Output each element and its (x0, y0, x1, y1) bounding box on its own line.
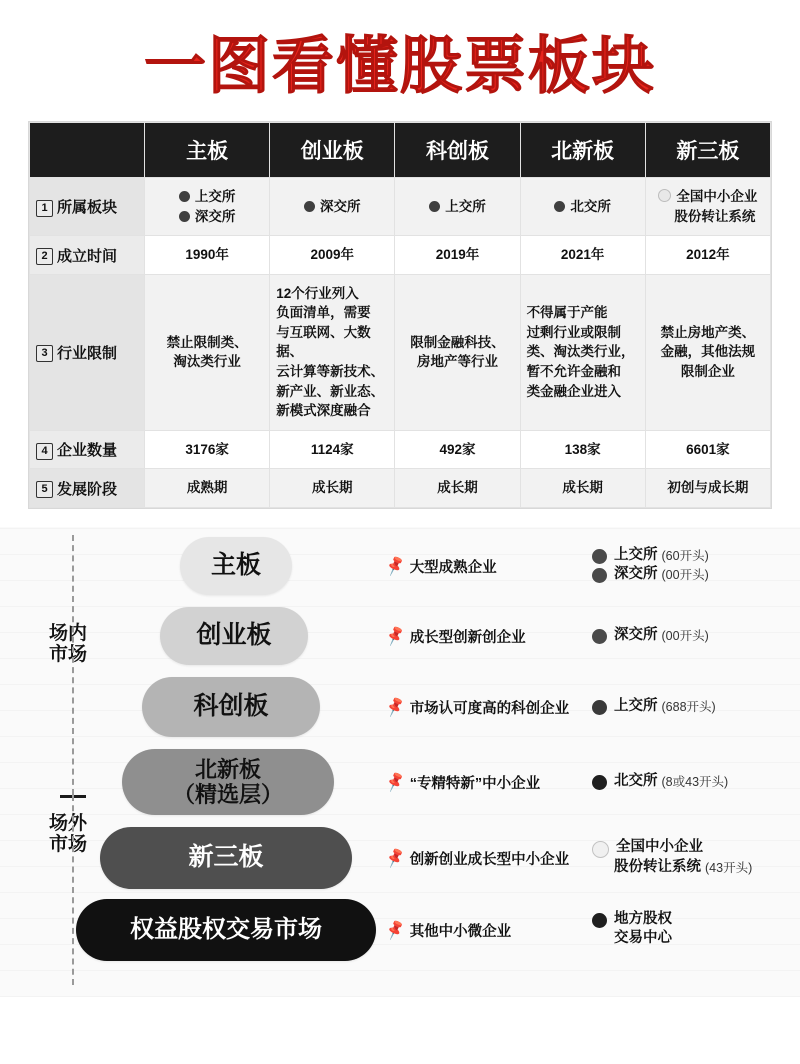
cell-text-line: 3176家 (185, 441, 229, 457)
cell-text-line: 138家 (564, 441, 601, 457)
pyramid-level-note (383, 919, 512, 942)
pyramid-level-note (383, 696, 570, 719)
exchange-list (429, 197, 486, 217)
cell-text-line: 云计算等新技术、 (276, 364, 385, 380)
cell-text-line: 6601家 (686, 441, 730, 457)
cell-text-line: 新模式深度融合 (276, 403, 371, 419)
table-cell (395, 178, 520, 236)
exchange-item (592, 772, 728, 792)
pyramid-level-row (0, 607, 800, 679)
row-header (30, 430, 145, 469)
row-number-badge: 3 (36, 345, 53, 362)
exchange-item (592, 910, 672, 930)
pyramid-level-exchanges (592, 546, 709, 585)
pyramid-level-label (211, 551, 261, 580)
cell-text-line: 负面清单，需要 (276, 305, 371, 321)
cell-text-line: 2009年 (310, 247, 355, 263)
pushpin-icon: 📌 (383, 847, 408, 870)
pyramid-level-exchanges (592, 626, 709, 646)
exchange-item (592, 697, 716, 717)
cell-text-line: 禁止房地产类、 (660, 324, 756, 340)
pyramid-level-note (383, 625, 526, 648)
pushpin-icon: 📌 (383, 771, 408, 794)
pyramid-level-exchanges (592, 910, 672, 949)
exchange-list (554, 197, 611, 217)
exchange-name: 全国中小企业 (676, 189, 758, 205)
row-label: 行业限制 (57, 344, 118, 362)
exchange-code: (00开头) (661, 568, 709, 583)
cell-text-line: 与互联网、大数据、 (276, 324, 371, 360)
cell-text-line: 1124家 (310, 441, 354, 457)
column-header-star-market: 科创板 (395, 123, 520, 178)
table-body (30, 178, 771, 508)
row-label: 成立时间 (57, 247, 118, 265)
pyramid-level-label (130, 916, 322, 944)
pyramid-level-row (0, 537, 800, 609)
table-cell (270, 430, 395, 469)
exchange-item (179, 187, 236, 207)
pyramid-level-label (173, 757, 283, 808)
table-cell (645, 469, 770, 508)
pyramid-level-pill[interactable] (76, 899, 376, 961)
pyramid-level-pill[interactable] (142, 677, 320, 737)
exchange-name: 上交所 (614, 546, 658, 563)
cell-text-line: 2021年 (560, 247, 605, 263)
page-title: 一图看懂股票板块 (143, 32, 656, 101)
exchange-item (592, 838, 703, 858)
cell-text-line: 成长期 (562, 480, 603, 496)
exchange-name: 深交所 (194, 208, 236, 224)
table-cell (645, 178, 770, 236)
column-header-beijing-board: 北新板 (520, 123, 645, 178)
note-text: 大型成熟企业 (409, 559, 497, 576)
table-cell (145, 274, 270, 430)
exchange-name: 深交所 (614, 566, 658, 583)
table-cell (145, 236, 270, 275)
exchange-dot-icon (554, 201, 565, 212)
note-text: 创新创业成长型中小企业 (409, 851, 570, 868)
row-number-badge: 1 (36, 200, 53, 217)
exchange-item (658, 207, 757, 227)
label-line: 新三板 (188, 843, 264, 872)
pyramid-level-row (0, 677, 800, 749)
pyramid-level-label (193, 692, 268, 721)
label-line: 创业板 (196, 621, 272, 650)
pyramid-level-note (383, 771, 541, 794)
cell-text-line: 492家 (439, 441, 476, 457)
cell-text-line: 暂不允许金融和 (526, 364, 622, 380)
note-text: 市场认可度高的科创企业 (409, 700, 570, 717)
table-cell (270, 274, 395, 430)
cell-text-line: 类、淘汰类行业， (526, 344, 635, 360)
row-label: 企业数量 (57, 442, 118, 459)
table-cell (395, 236, 520, 275)
cell-text-line: 成长期 (312, 480, 353, 496)
cell-text-line: 2012年 (686, 247, 730, 263)
table-header-row (30, 123, 771, 178)
exchange-code: (688开头) (661, 699, 716, 714)
pyramid-level-label (188, 843, 263, 872)
pyramid-level-note (383, 555, 497, 578)
table-row (30, 178, 771, 236)
pushpin-icon: 📌 (383, 625, 408, 648)
exchange-item (592, 546, 709, 566)
table-cell (270, 469, 395, 508)
exchange-code: (00开头) (661, 628, 709, 643)
table-cell (395, 430, 520, 469)
exchange-dot-icon (592, 568, 607, 583)
table-cell (520, 274, 645, 430)
label-line: （精选层） (172, 781, 283, 807)
exchange-name: 深交所 (614, 626, 658, 643)
table-cell (145, 178, 270, 236)
cell-text-line: 12个行业列入 (276, 285, 359, 301)
label-line: 科创板 (193, 692, 269, 721)
row-label: 发展阶段 (57, 480, 118, 498)
table-cell (270, 236, 395, 275)
exchange-dot-icon (592, 629, 607, 644)
exchange-name: 上交所 (614, 697, 658, 714)
exchange-dot-icon (304, 201, 315, 212)
label-line: 北新板 (194, 756, 261, 782)
table-cell (270, 178, 395, 236)
exchange-name: 上交所 (445, 198, 486, 214)
pyramid-level-label (196, 621, 271, 650)
pyramid-level-exchanges (592, 772, 728, 792)
exchange-item (429, 197, 486, 217)
pyramid-level-row (0, 899, 800, 971)
exchange-item (592, 565, 709, 585)
column-header-chinext: 创业板 (270, 123, 395, 178)
pyramid-level-pill[interactable] (180, 537, 292, 595)
label-line: 权益股权交易市场 (130, 916, 322, 944)
market-pyramid (0, 527, 800, 997)
cell-text-line: 不得属于产能 (526, 305, 608, 321)
pyramid-level-note (383, 847, 570, 870)
spacer-icon (658, 211, 669, 222)
exchange-item (554, 197, 611, 217)
row-header (30, 178, 145, 236)
exchange-name: 深交所 (320, 198, 361, 214)
exchange-list (179, 187, 236, 226)
exchange-name: 交易中心 (614, 930, 672, 947)
exchange-name: 地方股权 (614, 910, 672, 927)
exchange-name: 北交所 (614, 772, 658, 789)
row-number-badge: 5 (36, 481, 53, 498)
exchange-dot-icon (592, 700, 607, 715)
exchange-item (592, 858, 752, 878)
pushpin-icon: 📌 (383, 919, 408, 942)
spacer-icon (592, 932, 607, 947)
pyramid-level-exchanges (592, 697, 716, 717)
exchange-name: 股份转让系统 (674, 208, 756, 224)
label-line: 主板 (210, 551, 261, 580)
row-label: 所属板块 (57, 199, 118, 217)
note-text: 成长型创新创企业 (409, 629, 526, 646)
table-corner-cell (30, 123, 145, 178)
exchange-dot-icon (429, 201, 440, 212)
exchange-code: (60开头) (661, 548, 709, 563)
cell-text-line: 金融，其他法规 (660, 344, 756, 360)
table-cell (520, 469, 645, 508)
spacer-icon (592, 861, 607, 876)
cell-text-line: 1990年 (185, 247, 229, 263)
row-header (30, 469, 145, 508)
exchange-dot-icon (592, 841, 609, 858)
exchange-name: 股份转让系统 (614, 858, 701, 875)
exchange-item (304, 197, 361, 217)
exchange-code: (43开头) (705, 860, 753, 875)
column-header-main-board: 主板 (145, 123, 270, 178)
table-header (30, 123, 771, 178)
cell-text-line: 类金融企业进入 (526, 383, 622, 399)
cell-text-line: 成长期 (437, 480, 478, 496)
pyramid-level-row (0, 827, 800, 899)
table-cell (395, 469, 520, 508)
pushpin-icon: 📌 (383, 696, 408, 719)
cell-text-line: 新产业、新业态、 (276, 383, 385, 399)
pyramid-level-pill[interactable] (160, 607, 308, 665)
exchange-dot-icon (179, 211, 190, 222)
table-cell (645, 430, 770, 469)
row-header (30, 274, 145, 430)
cell-text-line: 禁止限制类、 (166, 334, 248, 350)
exchange-item (658, 187, 757, 207)
exchange-name: 上交所 (194, 189, 236, 205)
cell-text-line: 初创与成长期 (667, 480, 749, 496)
exchange-item (592, 626, 709, 646)
page-title-wrap (0, 0, 800, 111)
exchange-code: (8或43开头) (661, 774, 729, 789)
table-cell (145, 469, 270, 508)
exchange-dot-icon (592, 775, 607, 790)
note-text: 其他中小微企业 (409, 923, 512, 940)
exchange-list (658, 187, 757, 226)
row-number-badge: 4 (36, 443, 53, 460)
cell-text-line: 房地产等行业 (416, 354, 498, 370)
table-row (30, 236, 771, 275)
exchange-name: 全国中小企业 (616, 838, 703, 855)
comparison-table (29, 122, 771, 508)
table-cell (395, 274, 520, 430)
note-text: “专精特新”中小企业 (409, 775, 541, 792)
table-cell (520, 430, 645, 469)
table-row (30, 469, 771, 508)
pyramid-level-pill[interactable] (100, 827, 352, 889)
exchange-item (592, 929, 672, 949)
exchange-dot-icon (658, 189, 671, 202)
table-cell (520, 236, 645, 275)
label-line: 场外 (48, 812, 87, 834)
comparison-table-wrap (28, 121, 772, 509)
exchange-name: 北交所 (570, 198, 611, 214)
label-line: 市场 (48, 644, 87, 666)
table-cell (145, 430, 270, 469)
exchange-item (179, 207, 236, 227)
table-cell (520, 178, 645, 236)
cell-text-line: 限制金融科技、 (410, 334, 505, 350)
cell-text-line: 2019年 (435, 247, 480, 263)
column-header-neeq: 新三板 (645, 123, 770, 178)
row-number-badge: 2 (36, 248, 53, 265)
table-row (30, 430, 771, 469)
label-line: 场内 (48, 622, 87, 644)
exchange-dot-icon (179, 191, 190, 202)
exchange-list (304, 197, 361, 217)
table-row (30, 274, 771, 430)
table-cell (645, 274, 770, 430)
pyramid-level-pill[interactable] (122, 749, 334, 815)
cell-text-line: 限制企业 (680, 364, 735, 380)
cell-text-line: 过剩行业或限制 (526, 324, 622, 340)
exchange-dot-icon (592, 549, 607, 564)
table-cell (645, 236, 770, 275)
label-line: 市场 (48, 834, 87, 856)
pushpin-icon: 📌 (383, 555, 408, 578)
cell-text-line: 淘汰类行业 (173, 354, 241, 370)
exchange-dot-icon (592, 913, 607, 928)
pyramid-level-exchanges (592, 838, 752, 878)
row-header (30, 236, 145, 275)
pyramid-level-row (0, 749, 800, 821)
cell-text-line: 成熟期 (186, 480, 228, 496)
